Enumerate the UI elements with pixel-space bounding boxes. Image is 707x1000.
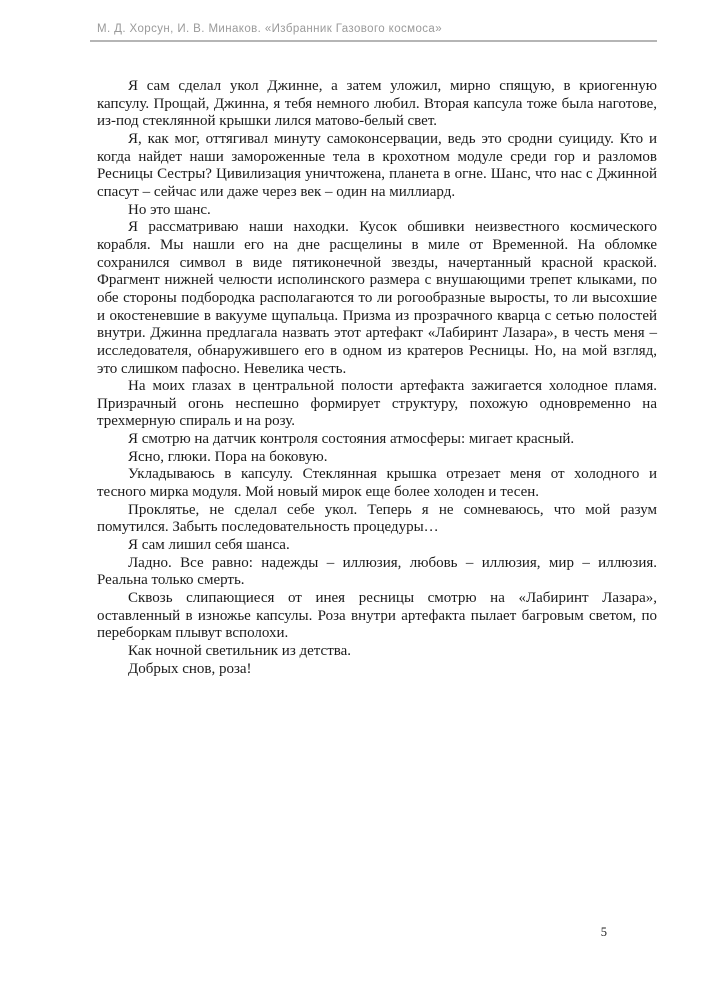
paragraph: Я сам лишил себя шанса. (128, 537, 290, 554)
paragraph: Укладываюсь в капсулу. Стеклянная крышка отрезает меня от холодного и тесного мирка модуля. Мой новый мирок еще более холоден и тесен. (97, 466, 657, 501)
running-header: М. Д. Хорсун, И. В. Минаков. «Избранник Газового космоса» (97, 23, 443, 35)
paragraph: Я, как мог, оттягивал минуту самоконсервации, ведь это сродни суициду. Кто и когда найдет наши замороженные тела в крохотном модуле среди гор и разломов Ресницы Сестры? Цивилизация уничтожена, планета в огне. Шанс, что нас с Джинной спасут – сейчас или даже через век – один на миллиард. (97, 130, 657, 200)
paragraph: Добрых снов, роза! (128, 660, 252, 677)
body-text (97, 78, 657, 678)
paragraph: Как ночной светильник из детства. (128, 643, 352, 659)
paragraph: Я сам сделал укол Джинне, а затем уложил, мирно спящую, в криогенную капсулу. Прощай, Джинна, я тебя немного любил. Вторая капсула тоже была наготове, из-под стеклянной крышки лился матово-белый свет. (97, 78, 657, 130)
paragraph: Я рассматриваю наши находки. Кусок обшивки неизвестного космического корабля. Мы нашли его на дне расщелины в миле от Временной. На обломке сохранился символ в виде пятиконечной звезды, начертанный красной краской. Фрагмент нижней челюсти исполинского размера с внушающими трепет клыками, по обе стороны подбородка располагаются то ли рогообразные выросты, то ли высохшие и окостеневшие в вакууме щупальца. Призма из прозрачного кварца с сетью полостей внутри. Джинна предлагала назвать этот артефакт «Лабиринт Лазара», в честь меня – исследователя, обнаружившего его в одном из кратеров Ресницы. Но, на мой взгляд, это слишком пафосно. Невелика честь. (97, 219, 657, 377)
paragraph: Сквозь слипающиеся от инея ресницы смотрю на «Лабиринт Лазара», оставленный в изножье капсулы. Роза внутри артефакта пылает багровым светом, по переборкам плывут всполохи. (97, 590, 657, 642)
paragraph: Проклятье, не сделал себе укол. Теперь я не сомневаюсь, что мой разум помутился. Забыть последовательность процедуры… (97, 501, 657, 536)
page-number: 5 (600, 925, 607, 939)
header-rule (90, 40, 657, 42)
paragraph: Ясно, глюки. Пора на боковую. (128, 448, 328, 465)
paragraph: Ладно. Все равно: надежды – иллюзия, любовь – иллюзия, мир – иллюзия. Реальна только смерть. (97, 554, 657, 589)
paragraph: Я смотрю на датчик контроля состояния атмосферы: мигает красный. (128, 431, 575, 448)
paragraph: Но это шанс. (128, 201, 211, 218)
paragraph: На моих глазах в центральной полости артефакта зажигается холодное пламя. Призрачный огонь неспешно формирует структуру, похожую одновременно на трехмерную спираль и на розу. (97, 378, 657, 430)
